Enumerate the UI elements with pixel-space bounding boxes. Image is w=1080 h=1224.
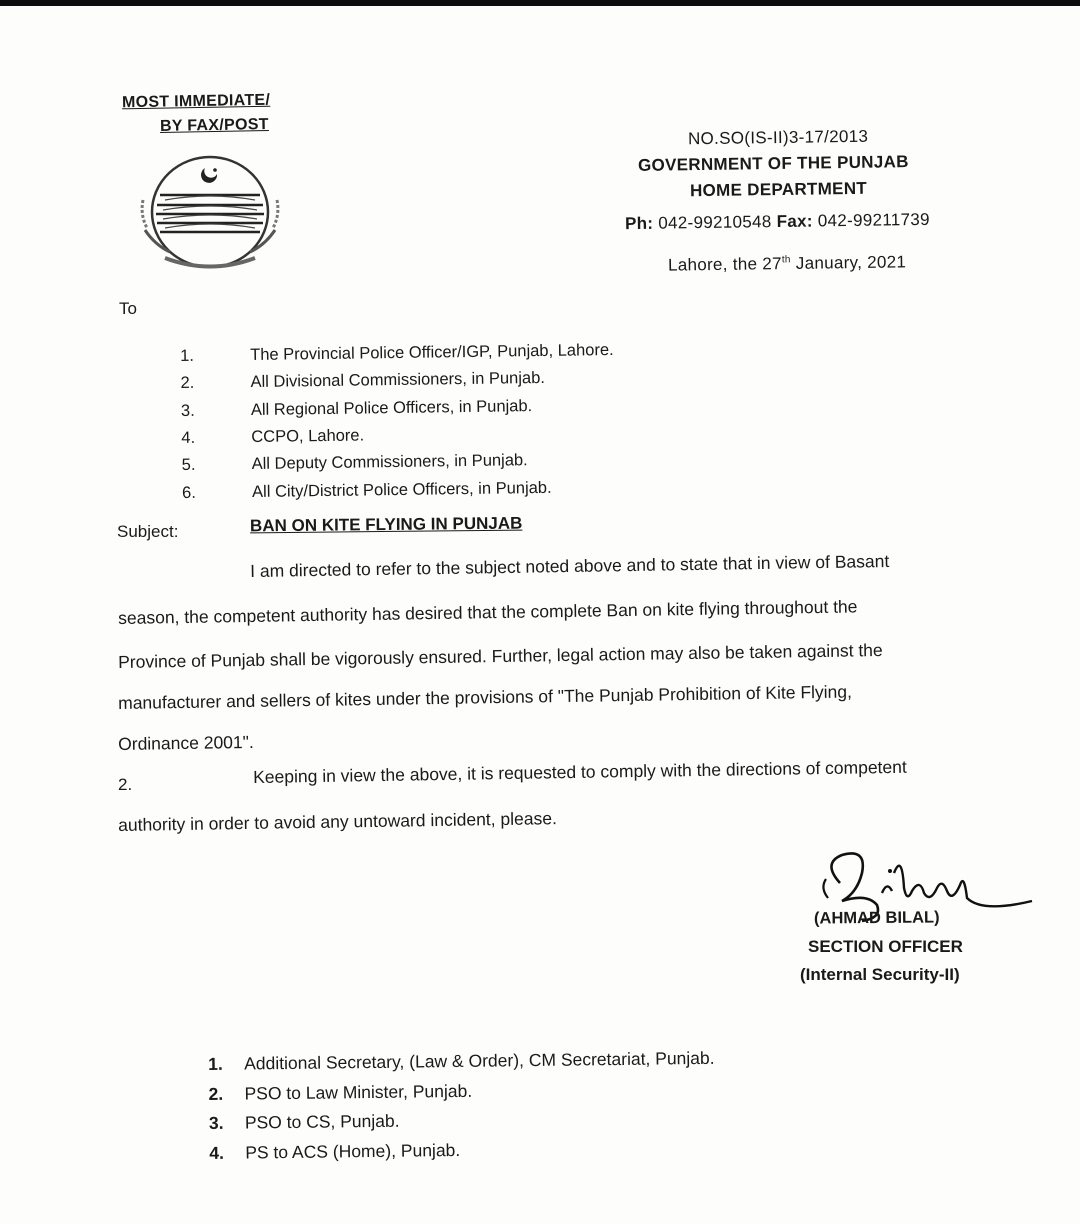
copy-number: 4.: [209, 1142, 224, 1163]
subject-label: Subject:: [117, 522, 179, 541]
body-paragraph1-line2: season, the competent authority has desired that the complete Ban on kite flying throughout the: [118, 596, 858, 628]
recipient-list: [180, 337, 616, 507]
copy-list: [208, 1044, 716, 1168]
to-label: To: [119, 299, 137, 318]
phone-number: 042-99210548: [658, 212, 772, 233]
date-month-year: January, 2021: [795, 252, 907, 273]
body-paragraph1-line5: Ordinance 2001".: [118, 731, 254, 754]
date-suffix-sup: th: [781, 254, 791, 266]
copy-text: PSO to Law Minister, Punjab.: [244, 1080, 473, 1104]
copy-text: PSO to CS, Punjab.: [244, 1110, 400, 1133]
recipient-text: All City/District Police Officers, in Punjab.: [251, 478, 552, 501]
recipient-number: 5.: [181, 456, 196, 475]
body-paragraph2-line1: Keeping in view the above, it is requested to comply with the directions of competent: [253, 756, 907, 787]
copy-number: 2.: [208, 1083, 224, 1104]
signatory-name: (AHMAD BILAL): [813, 908, 940, 928]
recipient-number: 2.: [180, 374, 195, 393]
date-prefix: Lahore, the 27: [667, 254, 782, 275]
recipient-number: 6.: [181, 483, 196, 502]
paragraph2-number: 2.: [118, 775, 133, 794]
department-name: HOME DEPARTMENT: [689, 178, 868, 201]
letter-date: [668, 252, 906, 275]
priority-line2: BY FAX/POST: [159, 116, 269, 135]
recipient-number: 4.: [181, 428, 196, 448]
recipient-text: CCPO, Lahore.: [251, 426, 365, 447]
top-border: [0, 0, 1080, 6]
phone-label: Ph:: [624, 213, 654, 234]
body-paragraph1-line1: I am directed to refer to the subject noted above and to state that in view of Basant: [250, 550, 890, 581]
fax-number: 042-99211739: [817, 209, 930, 231]
priority-line1: MOST IMMEDIATE/: [121, 91, 271, 112]
government-name: GOVERNMENT OF THE PUNJAB: [637, 152, 909, 175]
punjab-emblem-icon: [135, 150, 285, 275]
copy-number: 1.: [208, 1054, 223, 1075]
signatory-wing: (Internal Security-II): [800, 965, 960, 984]
contact-line: [625, 210, 930, 234]
recipient-number: 3.: [180, 401, 195, 420]
recipient-text: All Deputy Commissioners, in Punjab.: [251, 451, 528, 474]
recipient-number: 1.: [180, 346, 195, 366]
copy-text: Additional Secretary, (Law & Order), CM Secretariat, Punjab.: [244, 1048, 715, 1074]
recipient-text: All Divisional Commissioners, in Punjab.: [250, 369, 546, 392]
reference-number: NO.SO(IS-II)3-17/2013: [687, 126, 869, 149]
subject-text: BAN ON KITE FLYING IN PUNJAB: [249, 513, 523, 536]
list-item: [182, 473, 616, 506]
body-paragraph1-line4: manufacturer and sellers of kites under the provisions of "The Punjab Prohibition of Kite Flying,: [118, 681, 853, 713]
body-paragraph1-line3: Province of Punjab shall be vigorously ensured. Further, legal action may also be taken against the: [118, 639, 883, 672]
recipient-text: The Provincial Police Officer/IGP, Punjab, Lahore.: [250, 341, 614, 365]
copy-number: 3.: [208, 1113, 224, 1134]
body-paragraph2-line2: authority in order to avoid any untoward incident, please.: [118, 808, 558, 835]
signatory-title: SECTION OFFICER: [808, 937, 963, 956]
copy-text: PS to ACS (Home), Punjab.: [245, 1139, 461, 1163]
list-item: [209, 1132, 716, 1168]
recipient-text: All Regional Police Officers, in Punjab.: [250, 396, 533, 419]
fax-label: Fax:: [776, 211, 813, 232]
